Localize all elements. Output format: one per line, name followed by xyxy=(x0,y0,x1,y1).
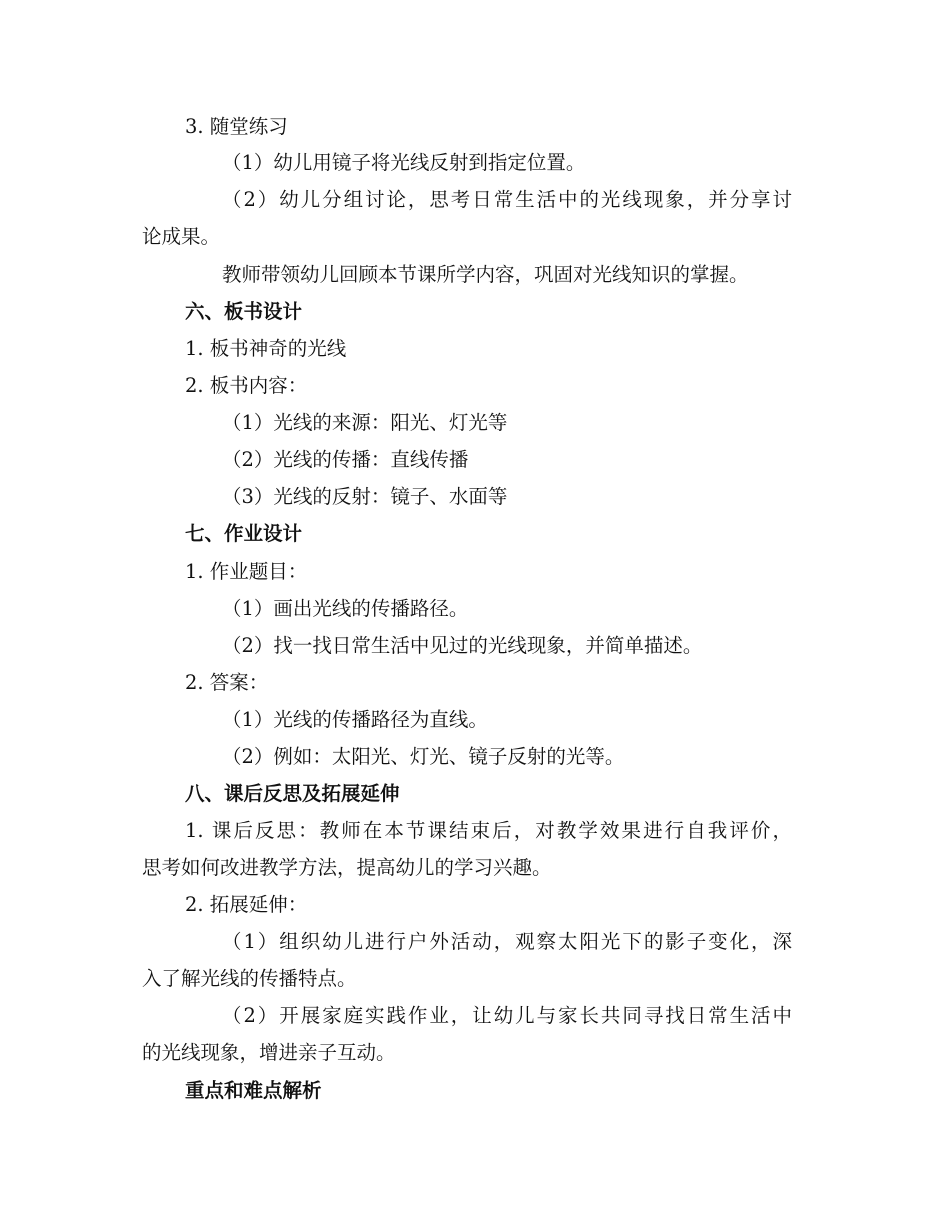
sub-item: （1）光线的传播路径为直线。 xyxy=(222,708,488,731)
sub-item: （2）例如：太阳光、灯光、镜子反射的光等。 xyxy=(222,745,625,768)
paragraph-continuation: 思考如何改进教学方法，提高幼儿的学习兴趣。 xyxy=(142,856,552,879)
sub-item: （1）光线的来源：阳光、灯光等 xyxy=(222,411,508,434)
sub-item: （1）组织幼儿进行户外活动，观察太阳光下的影子变化，深 xyxy=(222,930,792,953)
paragraph-continuation: 论成果。 xyxy=(142,225,221,248)
paragraph-continuation: 的光线现象，增进亲子互动。 xyxy=(142,1041,396,1064)
sub-item: （2）找一找日常生活中见过的光线现象，并简单描述。 xyxy=(222,634,703,657)
list-item: 2. 板书内容： xyxy=(185,374,308,397)
paragraph: 教师带领幼儿回顾本节课所学内容，巩固对光线知识的掌握。 xyxy=(222,263,749,286)
sub-item: （1）幼儿用镜子将光线反射到指定位置。 xyxy=(222,151,586,174)
sub-item: （1）画出光线的传播路径。 xyxy=(222,597,469,620)
paragraph-continuation: 入了解光线的传播特点。 xyxy=(142,967,357,990)
section-heading: 七、作业设计 xyxy=(185,522,303,545)
list-item: 1. 板书神奇的光线 xyxy=(185,337,347,360)
list-item: 2. 拓展延伸： xyxy=(185,893,308,916)
list-item: 1. 作业题目： xyxy=(185,560,308,583)
list-item: 1. 课后反思：教师在本节课结束后，对教学效果进行自我评价， xyxy=(185,819,792,842)
sub-item: （2）幼儿分组讨论，思考日常生活中的光线现象，并分享讨 xyxy=(222,188,792,211)
section-heading: 八、课后反思及拓展延伸 xyxy=(185,782,400,805)
item-heading: 3. 随堂练习 xyxy=(185,115,288,138)
sub-item: （2）开展家庭实践作业，让幼儿与家长共同寻找日常生活中 xyxy=(222,1004,792,1027)
list-item: 2. 答案： xyxy=(185,671,269,694)
sub-item: （3）光线的反射：镜子、水面等 xyxy=(222,485,508,508)
section-heading: 重点和难点解析 xyxy=(185,1079,322,1102)
section-heading: 六、板书设计 xyxy=(185,300,303,323)
sub-item: （2）光线的传播：直线传播 xyxy=(222,448,469,471)
